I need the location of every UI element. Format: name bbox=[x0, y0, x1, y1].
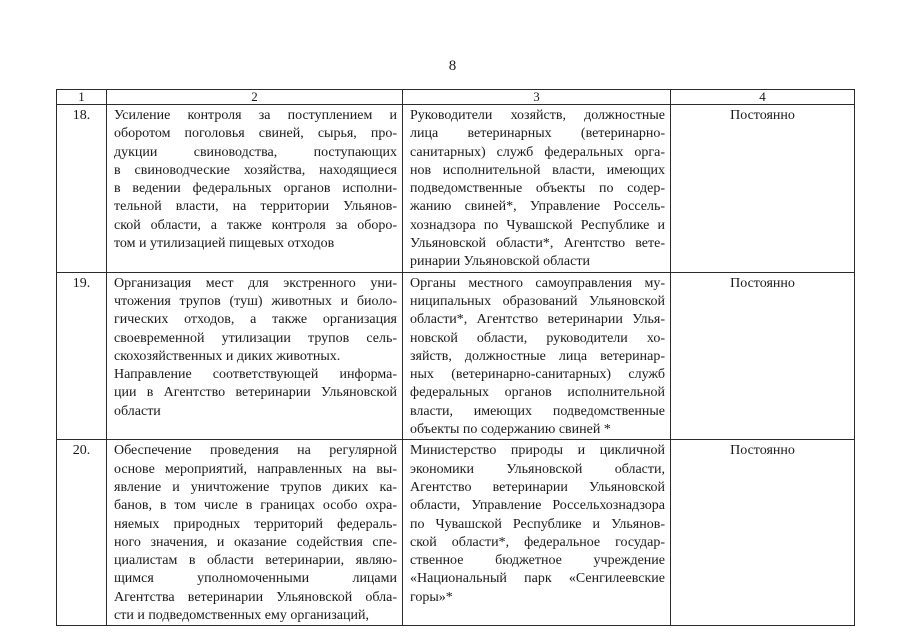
table-row bbox=[57, 272, 855, 440]
cell-text-line: «Национальный парк «Сенгилеевские bbox=[410, 571, 665, 587]
page-number: 8 bbox=[448, 58, 457, 74]
responsible-cell bbox=[403, 272, 671, 440]
table-row bbox=[57, 440, 855, 626]
cell-text-line: Руководители хозяйств, должностные bbox=[410, 108, 665, 123]
cell-text-line: ственное бюджетное учреждение bbox=[410, 553, 665, 569]
measure-cell bbox=[107, 440, 403, 626]
column-header-2: 2 bbox=[107, 90, 403, 105]
cell-text-line: Агентство ветеринарии Ульяновской bbox=[410, 479, 665, 495]
cell-text-line: Ульяновской области*, Агентство вете- bbox=[410, 236, 665, 252]
cell-text-line: области, Управление Россельхознадзора bbox=[410, 498, 665, 514]
cell-text-line: Усиление контроля за поступлением и bbox=[114, 108, 397, 123]
responsible-cell bbox=[403, 440, 671, 626]
cell-text-line: чтожения трупов (туш) животных и биоло- bbox=[114, 293, 397, 309]
cell-text-line: объекты по содержанию свиней * bbox=[410, 422, 611, 438]
cell-text-line: ных (ветеринарно-санитарных) служб bbox=[410, 367, 665, 383]
cell-text-line: горы»* bbox=[410, 589, 453, 605]
cell-text-line: явление и уничтожение трупов диких ка- bbox=[114, 479, 397, 495]
row-number: 18. bbox=[57, 105, 107, 273]
cell-text-line: ринарии Ульяновской области bbox=[410, 254, 590, 270]
cell-text-line: ской области*, федеральное государ- bbox=[410, 534, 665, 550]
cell-text-line: санитарных) служб федеральных орга- bbox=[410, 144, 665, 160]
cell-text-line: новской области, руководители хо- bbox=[410, 330, 665, 346]
cell-text-line: Агентства ветеринарии Ульяновской обла- bbox=[114, 589, 397, 605]
cell-text-line: федеральных органов исполнительной bbox=[410, 385, 665, 401]
cell-text-line: ции в Агентство ветеринарии Ульяновской bbox=[114, 385, 397, 401]
cell-text-line: Направление соответствующей информа- bbox=[114, 367, 397, 383]
cell-text-line: власти, имеющих подведомственные bbox=[410, 403, 665, 419]
cell-text-line: основе мероприятий, направленных на вы- bbox=[114, 461, 397, 477]
cell-text-line: Обеспечение проведения на регулярной bbox=[114, 443, 397, 459]
column-header-1: 1 bbox=[57, 90, 107, 105]
cell-text-line: области*, Агентство ветеринарии Улья- bbox=[410, 312, 665, 328]
cell-text-line: дукции свиноводства, поступающих bbox=[114, 144, 397, 160]
cell-text-line: циалистам в области ветеринарии, являю- bbox=[114, 553, 397, 569]
cell-text-line: лица ветеринарных (ветеринарно- bbox=[410, 126, 665, 142]
cell-text-line: тельной власти, на территории Ульянов- bbox=[114, 199, 397, 215]
cell-text-line: Министерство природы и цикличной bbox=[410, 443, 665, 459]
cell-text-line: щимся уполномоченными лицами bbox=[114, 571, 397, 587]
column-header-3: 3 bbox=[403, 90, 671, 105]
cell-text-line: ного значения, и оказание содействия спе- bbox=[114, 534, 397, 550]
cell-text-line: сти и подведомственных ему организаций, bbox=[114, 608, 370, 624]
cell-text-line: экономики Ульяновской области, bbox=[410, 461, 665, 477]
cell-text-line: своевременной утилизации трупов сель- bbox=[114, 330, 397, 346]
table-row bbox=[57, 105, 855, 273]
cell-text-line: жанию свиней*, Управление Россель- bbox=[410, 199, 665, 215]
row-number: 20. bbox=[57, 440, 107, 626]
cell-text-line: том и утилизацией пищевых отходов bbox=[114, 236, 335, 252]
cell-text-line: по Чувашской Республике и Ульянов- bbox=[410, 516, 665, 532]
cell-text-line: няемых природных территорий федераль- bbox=[114, 516, 397, 532]
cell-text-line: области bbox=[114, 403, 161, 419]
cell-text-line: нов исполнительной власти, имеющих bbox=[410, 162, 665, 178]
cell-text-line: хознадзора по Чувашской Республике и bbox=[410, 217, 665, 233]
measures-table bbox=[56, 89, 855, 626]
row-number: 19. bbox=[57, 272, 107, 440]
term-cell: Постоянно bbox=[671, 105, 855, 273]
cell-text-line: в ведении федеральных органов исполни- bbox=[114, 181, 397, 197]
cell-text-line: оборотом поголовья свиней, сырья, про- bbox=[114, 126, 397, 142]
cell-text-line: скохозяйственных и диких животных. bbox=[114, 348, 341, 364]
term-cell: Постоянно bbox=[671, 440, 855, 626]
cell-text-line: в свиноводческие хозяйства, находящиеся bbox=[114, 162, 397, 178]
term-cell: Постоянно bbox=[671, 272, 855, 440]
column-header-4: 4 bbox=[671, 90, 855, 105]
cell-text-line: ниципальных образований Ульяновской bbox=[410, 293, 665, 309]
measure-cell bbox=[107, 105, 403, 273]
cell-text-line: подведомственные объекты по содер- bbox=[410, 181, 665, 197]
measure-cell bbox=[107, 272, 403, 440]
cell-text-line: Организация мест для экстренного уни- bbox=[114, 275, 397, 291]
table-header-row bbox=[57, 90, 855, 105]
cell-text-line: гических отходов, а также организация bbox=[114, 312, 397, 328]
responsible-cell bbox=[403, 105, 671, 273]
cell-text-line: банов, в том числе в границах особо охра- bbox=[114, 498, 397, 514]
cell-text-line: зяйств, должностные лица ветеринар- bbox=[410, 348, 665, 364]
cell-text-line: ской области, а также контроля за оборо- bbox=[114, 217, 397, 233]
cell-text-line: Органы местного самоуправления му- bbox=[410, 275, 665, 291]
